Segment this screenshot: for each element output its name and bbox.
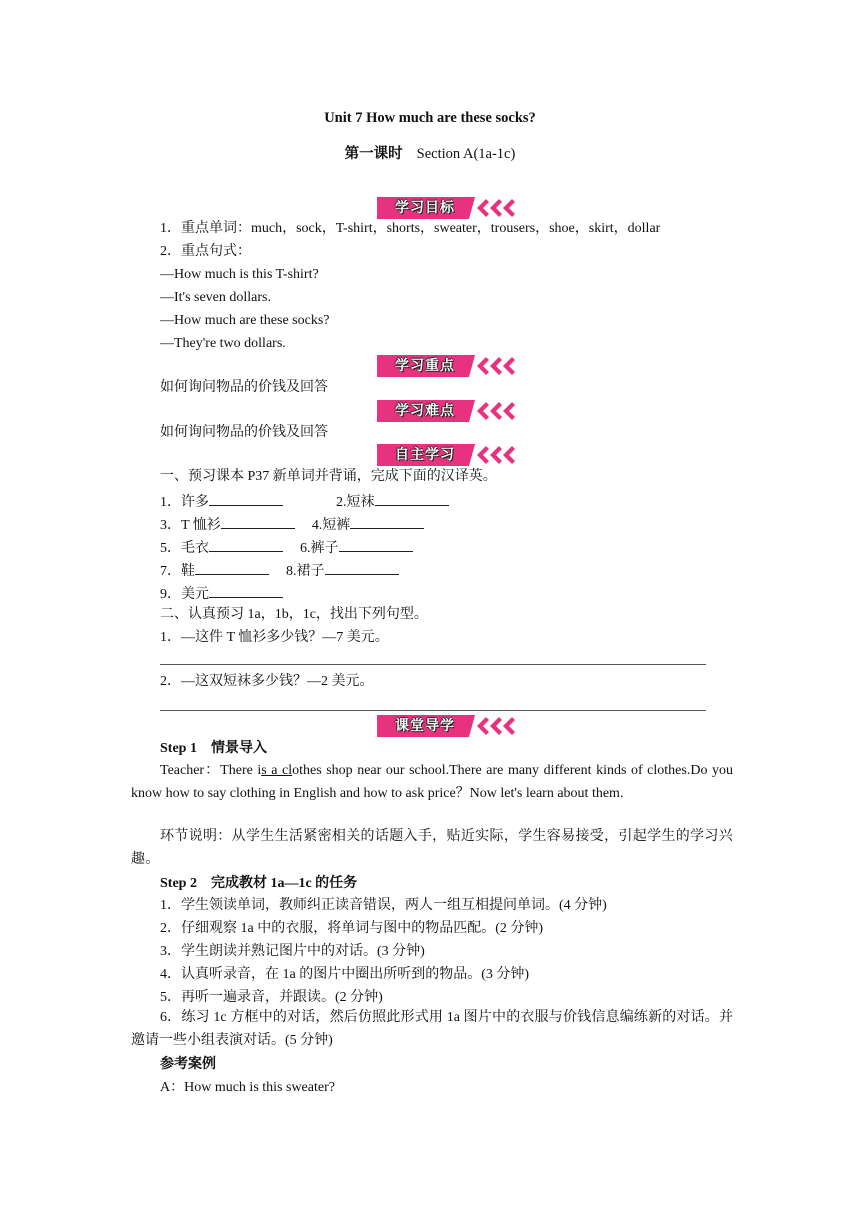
step-1-heading — [160, 740, 267, 758]
answer-line[interactable] — [160, 710, 706, 711]
step-2-item: 3．学生朗读并熟记图片中的对话。(3 分钟) — [160, 944, 425, 959]
step-title: 情景导入 — [210, 741, 267, 756]
goals-key-sentences: 2．重点句式： — [160, 244, 251, 259]
self-study-task-2: 二、认真预习 1a，1b，1c，找出下列句型。 — [160, 607, 428, 622]
reference-heading: 参考案例 — [160, 1057, 216, 1072]
step-2-item: 1．学生领读单词，教师纠正读音错误，两人一组互相提问单词。(4 分钟) — [160, 898, 607, 913]
teacher-text-rest: othes shop near our school.There are many different kinds of clothes.Do you know how to say clothing in English and how to ask price？Now let's learn about them. — [131, 763, 733, 801]
answer-blank[interactable] — [209, 583, 283, 598]
step-6-text: 6．练习 1c 方框中的对话，然后仿照此形式用 1a 图片中的衣服与价钱信息编练新的对话。并邀请一些小组表演对话。(5 分钟) — [131, 1010, 733, 1048]
lesson-subtitle — [0, 142, 860, 163]
dialog-line: —How much is this T-shirt? — [160, 267, 319, 282]
vocab-prompt: 7．鞋 — [160, 564, 195, 579]
vocab-prompt: 2.短袜 — [336, 495, 375, 510]
section-note — [131, 825, 733, 871]
banner-self-study — [377, 444, 523, 466]
answer-blank[interactable] — [221, 514, 295, 529]
teacher-text-start: Teacher：There i — [160, 763, 262, 778]
step-2-item: 4．认真听录音，在 1a 的图片中圈出所听到的物品。(3 分钟) — [160, 967, 530, 982]
banner-label: 学习重点 — [395, 358, 455, 374]
difficulties-text: 如何询问物品的价钱及回答 — [160, 425, 328, 440]
vocab-prompt: 8.裙子 — [286, 564, 325, 579]
answer-blank[interactable] — [209, 491, 283, 506]
answer-blank[interactable] — [325, 560, 399, 575]
vocab-prompt: 6.裤子 — [300, 541, 339, 556]
answer-line[interactable] — [160, 664, 706, 665]
banner-key-points — [377, 355, 523, 377]
vocab-prompt: 3．T 恤衫 — [160, 518, 221, 533]
banner-difficulties — [377, 400, 523, 422]
vocab-row — [160, 514, 424, 535]
banner-label: 学习难点 — [395, 403, 455, 419]
goals-key-words: 1．重点单词：much，sock，T-shirt，shorts，sweater，trousers，shoe，skirt，dollar — [160, 221, 661, 236]
banner-learning-goals — [377, 197, 523, 219]
reference-dialog-a: A：How much is this sweater? — [160, 1080, 335, 1095]
answer-blank[interactable] — [350, 514, 424, 529]
vocab-prompt: 4.短裤 — [311, 518, 351, 533]
section-label: Section A(1a-1c) — [416, 146, 516, 162]
self-study-task-1: 一、预习课本 P37 新单词并背诵，完成下面的汉译英。 — [160, 469, 497, 484]
banner-label: 课堂导学 — [395, 718, 455, 734]
vocab-row — [160, 560, 399, 581]
answer-blank[interactable] — [375, 491, 449, 506]
step-2-heading — [160, 875, 357, 893]
step-number: Step 2 — [160, 876, 197, 891]
sentence-question-2: 2．—这双短袜多少钱？—2 美元。 — [160, 674, 374, 689]
unit-title: Unit 7 How much are these socks? — [324, 110, 536, 126]
step-2-item: 2．仔细观察 1a 中的衣服，将单词与图中的物品匹配。(2 分钟) — [160, 921, 544, 936]
vocab-prompt: 1．许多 — [160, 495, 209, 510]
answer-blank[interactable] — [195, 560, 269, 575]
answer-blank[interactable] — [209, 537, 283, 552]
step-number: Step 1 — [160, 741, 197, 756]
vocab-prompt: 9．美元 — [160, 587, 209, 602]
banner-label: 自主学习 — [395, 447, 455, 463]
note-text: 环节说明：从学生生活紧密相关的话题入手，贴近实际，学生容易接受，引起学生的学习兴趣。 — [131, 829, 733, 867]
lesson-number: 第一课时 — [344, 146, 403, 162]
teacher-paragraph — [131, 759, 733, 805]
banner-class-guide — [377, 715, 523, 737]
sentence-question-1: 1．—这件 T 恤衫多少钱？—7 美元。 — [160, 630, 389, 645]
banner-label: 学习目标 — [395, 200, 455, 216]
vocab-row — [160, 583, 283, 604]
step-title: 完成教材 1a—1c 的任务 — [210, 876, 358, 891]
teacher-text-underlined: s a cl — [261, 763, 293, 778]
dialog-line: —They're two dollars. — [160, 336, 286, 351]
step-2-item: 5．再听一遍录音，并跟读。(2 分钟) — [160, 990, 383, 1005]
key-points-text: 如何询问物品的价钱及回答 — [160, 380, 328, 395]
dialog-line: —How much are these socks? — [160, 313, 330, 328]
vocab-row — [160, 491, 449, 512]
dialog-line: —It's seven dollars. — [160, 290, 272, 305]
vocab-prompt: 5．毛衣 — [160, 541, 209, 556]
step-2-item-6 — [131, 1006, 733, 1052]
answer-blank[interactable] — [339, 537, 413, 552]
vocab-row — [160, 537, 413, 558]
